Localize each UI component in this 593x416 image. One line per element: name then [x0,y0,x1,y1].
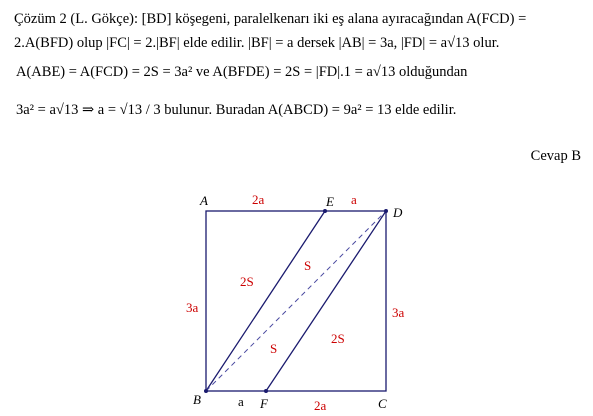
label-a: A [200,193,208,208]
label-c: C [378,396,387,411]
diagonal-bd [206,211,386,391]
area-label-fcd: 2S [331,331,345,346]
label-ed: a [351,192,357,207]
solution-line-1: Çözüm 2 (L. Gökçe): [BD] köşegeni, paralelkenarı iki eş alana ayıracağından A(FCD) = [14,11,527,27]
label-d: D [393,205,403,220]
label-fc: 2a [314,398,327,413]
label-f: F [260,396,268,411]
label-cd: 3a [392,305,405,320]
label-ab: 3a [186,300,199,315]
label-bf: a [238,394,244,409]
label-e: E [326,194,334,209]
area-label-abe: 2S [240,274,254,289]
point-b [204,389,208,393]
answer-label: Cevap B [530,148,581,164]
segment-fd [266,211,386,391]
point-d [384,209,388,213]
solution-line-2: 2.A(BFD) olup |FC| = 2.|BF| elde edilir. |BF| = a dersek |AB| = 3a, |FD| = a√13 olur. [14,35,500,51]
point-f [264,389,268,393]
area-label-upper-s: S [304,258,312,273]
label-ae: 2a [252,192,265,207]
solution-line-3: A(ABE) = A(FCD) = 2S = 3a² ve A(BFDE) = 2S = |FD|.1 = a√13 olduğundan [16,64,468,80]
area-label-lower-s: S [270,341,278,356]
point-e [323,209,327,213]
label-b: B [193,392,201,407]
solution-line-4: 3a² = a√13 ⇒ a = √13 / 3 bulunur. Buradan A(ABCD) = 9a² = 13 elde edilir. [16,102,457,118]
segment-be [206,211,325,391]
